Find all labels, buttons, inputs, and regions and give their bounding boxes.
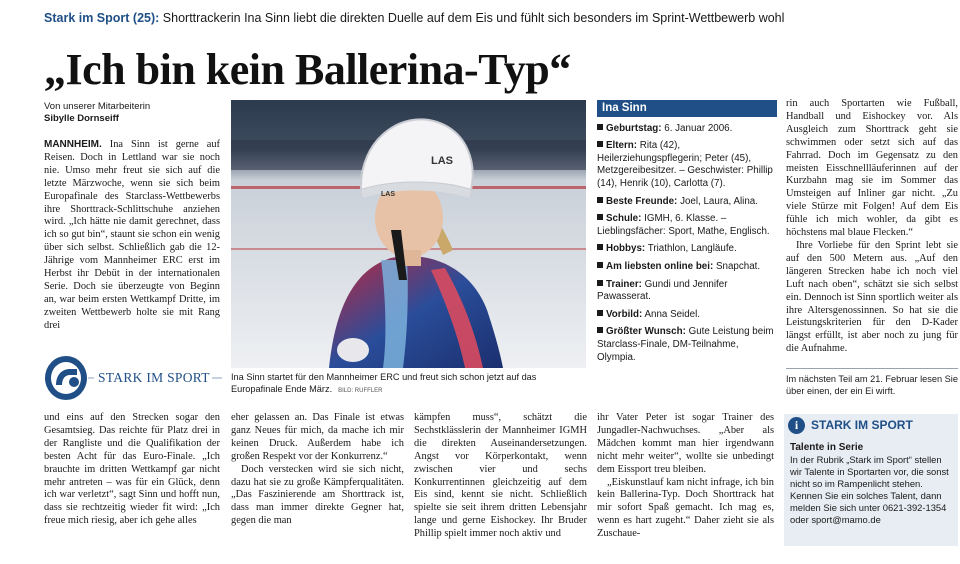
bullet-square-icon (597, 244, 603, 250)
article-text: und eins auf den Strecken sogar den Gesamtsieg. Das reichte für Platz drei in der Rangliste und die Qualifikation der besten Acht für das Euro-Finale. „Ich brauchte im dritten Wettkampf gar nicht mehr antreten – was für ein Glück, denn ich war verletzt“, sagt Sinn und hofft nun, dass sie rechtzeitig wieder fit wird: „Ich freue mich riesig, aber ich gehe alles (44, 412, 220, 527)
article-paragraph: kämpfen muss“, schätzt die Sechstklässlerin der Mannheimer IGMH die direkten Auseinandersetzungen. Angst vor Körperkontakt, wenn zwischen vier und sechs Konkurrentinnen gleichzeitig auf dem Eis sind, kennt sie nicht. Schließlich spielte sie seit ihrem dritten Lebensjahr lange und gerne Eishockey. Ihr Bruder Phillip spielt immer noch aktiv und (414, 412, 587, 540)
photo-credit: BILD: RUFFLER (338, 387, 383, 394)
fact-label: Hobbys: (606, 243, 646, 255)
fact-item (597, 309, 777, 322)
athlete-photo (231, 100, 586, 368)
article-column-3 (414, 412, 587, 541)
fact-item (597, 213, 777, 238)
bullet-square-icon (597, 197, 603, 203)
article-paragraph: Doch verstecken wird sie sich nicht, dazu hat sie zu große Kämpferqualitäten. „Das Faszinierende am Shorttrack ist, dass man immer direkte Gegner hat, gegen die man (231, 463, 404, 527)
series-label: Stark im Sport (25): (44, 11, 160, 25)
fact-value: 6. Januar 2006. (664, 122, 733, 134)
bullet-square-icon (597, 327, 603, 333)
bullet-square-icon (597, 124, 603, 130)
fact-value: Gundi und Jennifer Pawasserat. (597, 278, 728, 303)
article-column-5 (786, 98, 958, 356)
article-paragraph: „Eiskunstlauf kam nicht infrage, ich bin kein Ballerina-Typ. Doch Shorttrack hat mir sofort Spaß gemacht. Ich mag es, wenn es hart zugeht.“ Daher zieht sie als Zuschaue- (597, 476, 774, 540)
profile-factbox (597, 100, 777, 369)
bullet-square-icon (597, 262, 603, 268)
article-paragraph: Ihre Vorliebe für den Sprint lebt sie auf den 500 Metern aus. „Auf den längeren Strecken habe ich noch viel Luft nach oben“, schätzt sie sich selbst ein. Dennoch ist Sinn sportlich weiter als ihre Altersgenossinnen. So hat sie die Leistungskriterien für den D-Kader längst erfüllt, ist aber noch zu jung für die Aufnahme. (786, 239, 958, 355)
kicker-line (44, 11, 784, 25)
fact-label: Am liebsten online bei: (606, 260, 714, 272)
infobox-head-label: STARK IM SPORT (811, 418, 913, 432)
article-column-4 (597, 412, 774, 541)
fact-item (597, 326, 777, 364)
bullet-square-icon (597, 141, 603, 147)
infobox-title: Talente in Serie (790, 442, 864, 453)
fact-label: Größter Wunsch: (606, 326, 686, 338)
article-column-1-top (44, 139, 220, 333)
fact-item (597, 123, 777, 136)
kicker-text: Shorttrackerin Ina Sinn liebt die direkten Duelle auf dem Eis und fühlt sich besonders im Sprint-Wettbewerb wohl (162, 11, 785, 25)
bullet-square-icon (597, 280, 603, 286)
article-column-1-bottom (44, 412, 220, 528)
photo-image (231, 100, 586, 368)
photo-caption (231, 372, 586, 397)
fact-item (597, 140, 777, 190)
fact-label: Schule: (606, 213, 642, 225)
dateline: MANNHEIM. (44, 139, 102, 150)
bullet-square-icon (597, 214, 603, 220)
fact-value: Joel, Laura, Alina. (680, 195, 758, 207)
article-column-2 (231, 412, 404, 528)
infobox-body: In der Rubrik „Stark im Sport“ stellen wir Talente in Sportarten vor, die sonst nicht so im Rampenlicht stehen. Kennen Sie ein solches Talent, dann melden Sie sich unter 0621-392-1354 oder sport@mamo.de (790, 454, 949, 525)
byline (44, 101, 150, 125)
fact-item (597, 196, 777, 209)
byline-prefix: Von unserer Mitarbeiterin (44, 101, 151, 112)
fact-label: Eltern: (606, 140, 638, 152)
fact-value: Gute Leistung beim Starclass-Finale, DM-Teilnahme, Olympia. (597, 326, 774, 363)
fact-label: Trainer: (606, 278, 642, 290)
article-paragraph: ihr Vater Peter ist sogar Trainer des Jungadler-Nachwuchses. „Aber als Mädchen kommt man hier irgendwann nicht mehr weiter“, wollte sie unbedingt dem Eissport treu bleiben. (597, 412, 774, 475)
fact-item (597, 243, 777, 256)
fact-label: Beste Freunde: (606, 195, 678, 207)
fact-label: Vorbild: (606, 308, 643, 320)
fact-value: IGMH, 6. Klasse. – Lieblingsfächer: Sport, Mathe, Englisch. (597, 213, 770, 237)
stark-im-sport-logo (44, 355, 222, 401)
fact-value: Anna Seidel. (644, 308, 701, 320)
fact-label: Geburtstag: (606, 122, 662, 134)
helmet-logo: LAS (431, 155, 453, 167)
byline-author: Sibylle Dornseiff (44, 113, 119, 124)
svg-text:LAS: LAS (381, 191, 395, 198)
fact-item (597, 261, 777, 274)
fact-value: Snapchat. (715, 260, 761, 272)
caption-text: Ina Sinn startet für den Mannheimer ERC und freut sich schon jetzt auf das Europafinale Ende März. (231, 372, 537, 394)
article-paragraph: eher gelassen an. Das Finale ist etwas ganz Neues für mich, da mache ich mir keinen Druck. Außerdem habe ich großen Respekt vor der Konkurrenz.“ (231, 412, 404, 462)
next-part-teaser: Im nächsten Teil am 21. Februar lesen Sie über einen, der ein Ei wirft. (786, 374, 958, 396)
info-box (784, 414, 958, 546)
logo-text: STARK IM SPORT (98, 370, 210, 385)
column-divider (786, 368, 958, 369)
fact-value: Rita (42), Heilerziehungspflegerin; Peter (45), Metzgereibesitzer. – Geschwister: Phillip (14), Henrik (10), Carlotta (7). (597, 140, 773, 189)
bullet-square-icon (597, 310, 603, 316)
factbox-title: Ina Sinn (597, 100, 777, 117)
infobox-header (784, 414, 958, 436)
fact-item (597, 279, 777, 304)
info-icon: i (788, 417, 805, 434)
article-text: Ina Sinn ist gerne auf Reisen. Doch in Lettland war sie noch nie. Umso mehr freut sie sich auf die letzte Märzwoche, wenn sie sich beim Europafinale des Starclass-Wettbewerbs ihre Shorttrack-Schlittschuhe anziehen wird. „Ich hätte nie damit gerechnet, dass ich so gut bin“, staunt sie schon ein wenig über sich selbst. Schließlich gab die 12-Jährige vom Mannheimer ERC erst im Herbst ihr Debüt in der internationalen Serie. Doch sie überzeugte von Beginn an, war beim ersten Wettkampf Dritte, im zweiten Wettbewerb holte sie mit Rang drei (44, 139, 220, 331)
fact-value: Triathlon, Langläufe. (647, 243, 737, 255)
article-paragraph: rin auch Sportarten wie Fußball, Handball und Eishockey vor. Als Ausgleich zum Shorttrack geht sie schwimmen oder setzt sich auf das Fahrrad. Doch im Gegensatz zu den meisten Eisschnellläuferinnen auf der Kurzbahn mag sie im Sommer das Umsteigen auf Inliner gar nicht. „Zu viele Stürze mit Folgen! Auf dem Eis fühle ich mich wohler, da gibt es höchstens mal blaue Flecken.“ (786, 98, 958, 239)
headline: „Ich bin kein Ballerina-Typ“ (44, 45, 571, 94)
factbox-list (597, 123, 777, 365)
